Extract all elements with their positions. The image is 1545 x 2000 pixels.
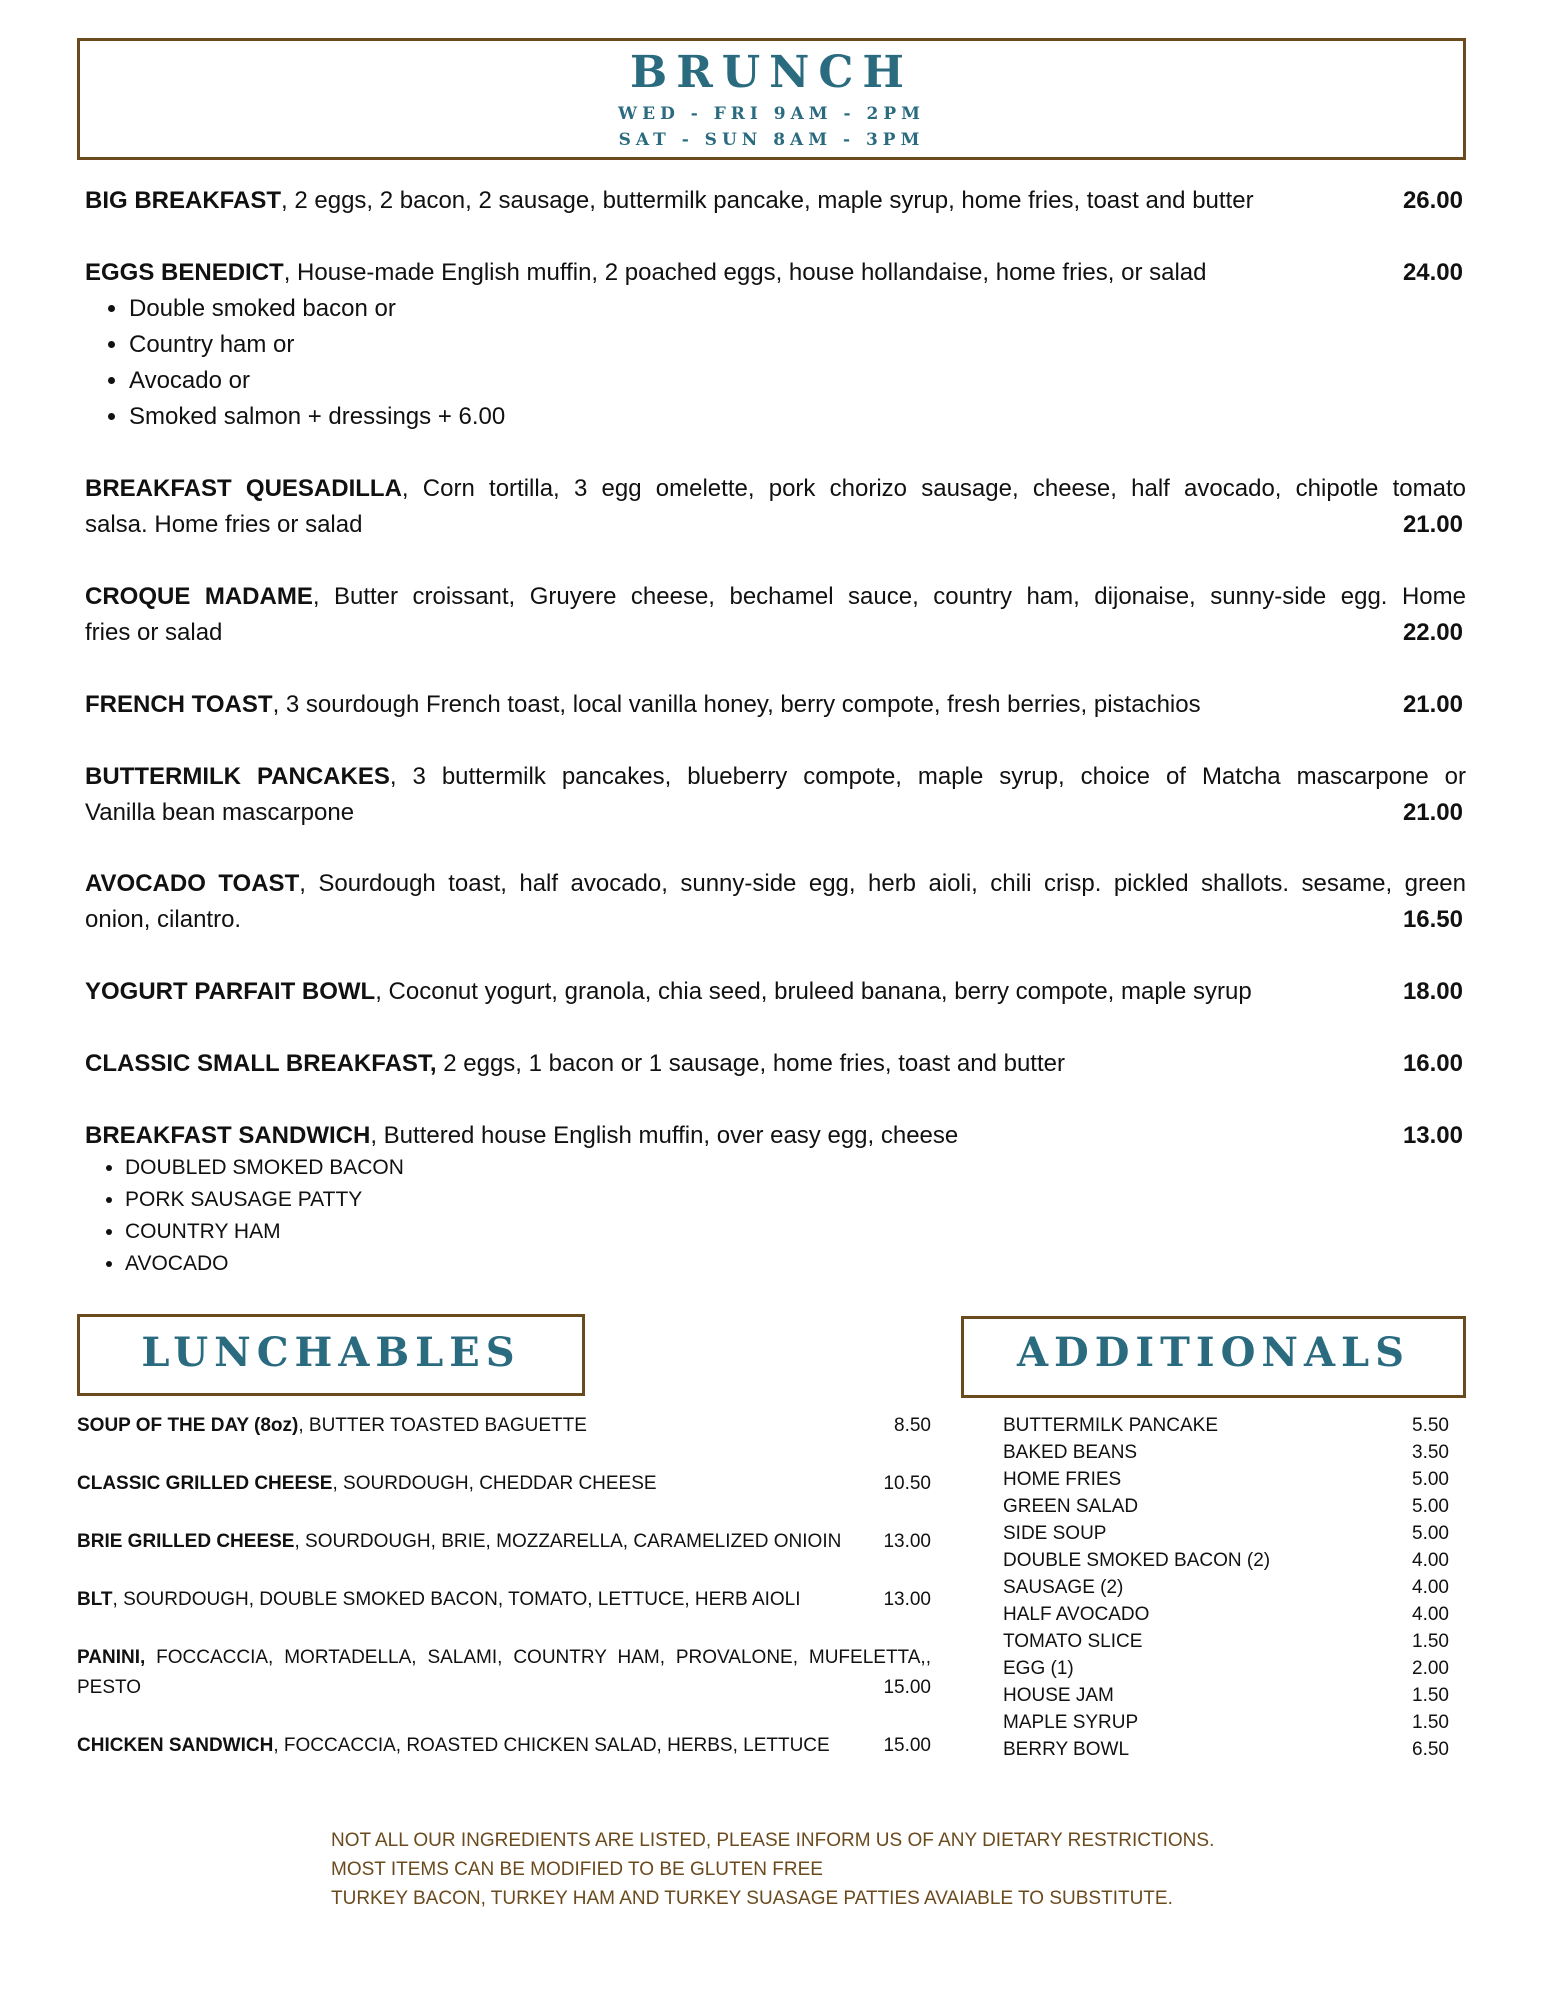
additional-item: BUTTERMILK PANCAKE — [1003, 1415, 1219, 1436]
price-avocado-toast: 16.50 — [1402, 906, 1463, 933]
list-item: • Smoked salmon + dressings + 6.00 — [129, 399, 505, 435]
menu-item-breakfast-sandwich: BREAKFAST SANDWICH, Buttered house English muffin, over easy egg, cheese — [85, 1122, 959, 1149]
list-item: • DOUBLED SMOKED BACON — [125, 1152, 404, 1184]
hours-weekend: SAT - SUN 8AM - 3PM — [618, 130, 925, 150]
eggs-benedict-options — [85, 291, 505, 435]
lunch-price-soup: 8.50 — [894, 1415, 931, 1436]
additional-price: 4.00 — [1412, 1550, 1449, 1571]
price-eggs-benedict: 24.00 — [1402, 259, 1463, 286]
additionals-title: ADDITIONALS — [1016, 1329, 1411, 1376]
gluten-free-note: MOST ITEMS CAN BE MODIFIED TO BE GLUTEN FREE — [331, 1859, 823, 1880]
price-breakfast-sandwich: 13.00 — [1402, 1122, 1463, 1149]
menu-item-buttermilk-pancakes: BUTTERMILK PANCAKES, 3 buttermilk pancakes, blueberry compote, maple syrup, choice of Matcha mascarpone or — [85, 763, 1467, 790]
lunch-item-blt: BLT, SOURDOUGH, DOUBLE SMOKED BACON, TOMATO, LETTUCE, HERB AIOLI — [77, 1589, 801, 1610]
additional-item: EGG (1) — [1003, 1658, 1074, 1679]
additional-price: 2.00 — [1412, 1658, 1449, 1679]
lunch-price-brie-grilled-cheese: 13.00 — [883, 1531, 931, 1552]
brunch-header-box — [77, 38, 1466, 160]
lunch-price-classic-grilled-cheese: 10.50 — [883, 1473, 931, 1494]
price-breakfast-quesadilla: 21.00 — [1402, 511, 1463, 538]
menu-item-buttermilk-pancakes-line2: Vanilla bean mascarpone — [85, 799, 355, 826]
menu-item-avocado-toast: AVOCADO TOAST, Sourdough toast, half avocado, sunny-side egg, herb aioli, chili crisp. pickled shallots. sesame, green — [85, 870, 1466, 897]
list-item: • PORK SAUSAGE PATTY — [125, 1184, 404, 1216]
lunch-price-panini: 15.00 — [883, 1677, 931, 1698]
list-item: • AVOCADO — [125, 1248, 404, 1280]
breakfast-sandwich-options — [85, 1152, 404, 1280]
additional-price: 5.00 — [1412, 1523, 1449, 1544]
additional-item: GREEN SALAD — [1003, 1496, 1139, 1517]
menu-item-breakfast-quesadilla: BREAKFAST QUESADILLA, Corn tortilla, 3 egg omelette, pork chorizo sausage, cheese, half avocado, chipotle tomato — [85, 475, 1466, 502]
additional-price: 1.50 — [1412, 1685, 1449, 1706]
lunch-item-classic-grilled-cheese: CLASSIC GRILLED CHEESE, SOURDOUGH, CHEDDAR CHEESE — [77, 1473, 657, 1494]
additional-price: 3.50 — [1412, 1442, 1449, 1463]
lunch-price-blt: 13.00 — [883, 1589, 931, 1610]
additionals-header-box — [961, 1316, 1466, 1398]
additional-item: SAUSAGE (2) — [1003, 1577, 1124, 1598]
price-classic-small-breakfast: 16.00 — [1402, 1050, 1463, 1077]
additional-item: DOUBLE SMOKED BACON (2) — [1003, 1550, 1271, 1571]
menu-item-yogurt-parfait-bowl: YOGURT PARFAIT BOWL, Coconut yogurt, granola, chia seed, bruleed banana, berry compote, maple syrup — [85, 978, 1252, 1005]
lunchables-header-box — [77, 1314, 585, 1396]
additional-price: 1.50 — [1412, 1712, 1449, 1733]
additional-item: HALF AVOCADO — [1003, 1604, 1150, 1625]
menu-item-croque-madame: CROQUE MADAME, Butter croissant, Gruyere cheese, bechamel sauce, country ham, dijonaise, sunny-side egg. Home — [85, 583, 1466, 610]
list-item: • COUNTRY HAM — [125, 1216, 404, 1248]
brunch-title: BRUNCH — [630, 47, 913, 98]
substitution-note: TURKEY BACON, TURKEY HAM AND TURKEY SUASAGE PATTIES AVAIABLE TO SUBSTITUTE. — [331, 1888, 1173, 1909]
lunch-item-panini: PANINI, FOCCACCIA, MORTADELLA, SALAMI, COUNTRY HAM, PROVALONE, MUFELETTA,, — [77, 1647, 931, 1668]
additional-item: HOUSE JAM — [1003, 1685, 1114, 1706]
dietary-note: NOT ALL OUR INGREDIENTS ARE LISTED, PLEASE INFORM US OF ANY DIETARY RESTRICTIONS. — [331, 1830, 1215, 1851]
additional-price: 4.00 — [1412, 1604, 1449, 1625]
list-item: • Avocado or — [129, 363, 505, 399]
lunch-item-chicken-sandwich: CHICKEN SANDWICH, FOCCACCIA, ROASTED CHICKEN SALAD, HERBS, LETTUCE — [77, 1735, 830, 1756]
menu-item-eggs-benedict: EGGS BENEDICT, House-made English muffin, 2 poached eggs, house hollandaise, home fries, or salad — [85, 259, 1207, 286]
price-buttermilk-pancakes: 21.00 — [1402, 799, 1463, 826]
lunch-price-chicken-sandwich: 15.00 — [883, 1735, 931, 1756]
menu-item-french-toast: FRENCH TOAST, 3 sourdough French toast, local vanilla honey, berry compote, fresh berries, pistachios — [85, 691, 1201, 718]
additional-price: 1.50 — [1412, 1631, 1449, 1652]
hours-weekday: WED - FRI 9AM - 2PM — [618, 104, 925, 124]
additional-price: 4.00 — [1412, 1577, 1449, 1598]
additional-item: BERRY BOWL — [1003, 1739, 1130, 1760]
lunch-item-soup: SOUP OF THE DAY (8oz), BUTTER TOASTED BAGUETTE — [77, 1415, 587, 1436]
additional-price: 5.50 — [1412, 1415, 1449, 1436]
menu-item-classic-small-breakfast: CLASSIC SMALL BREAKFAST, 2 eggs, 1 bacon or 1 sausage, home fries, toast and butter — [85, 1050, 1065, 1077]
additional-item: SIDE SOUP — [1003, 1523, 1107, 1544]
price-french-toast: 21.00 — [1402, 691, 1463, 718]
additional-price: 5.00 — [1412, 1496, 1449, 1517]
additional-price: 6.50 — [1412, 1739, 1449, 1760]
additional-price: 5.00 — [1412, 1469, 1449, 1490]
menu-item-avocado-toast-line2: onion, cilantro. — [85, 906, 242, 933]
additional-item: BAKED BEANS — [1003, 1442, 1138, 1463]
lunchables-title: LUNCHABLES — [141, 1329, 521, 1376]
list-item: • Country ham or — [129, 327, 505, 363]
menu-item-big-breakfast: BIG BREAKFAST, 2 eggs, 2 bacon, 2 sausage, buttermilk pancake, maple syrup, home fries, toast and butter — [85, 187, 1254, 214]
lunch-item-panini-line2: PESTO — [77, 1677, 142, 1698]
additional-item: HOME FRIES — [1003, 1469, 1122, 1490]
menu-item-croque-madame-line2: fries or salad — [85, 619, 223, 646]
price-yogurt-parfait-bowl: 18.00 — [1402, 978, 1463, 1005]
price-big-breakfast: 26.00 — [1402, 187, 1463, 214]
list-item: • Double smoked bacon or — [129, 291, 505, 327]
menu-item-breakfast-quesadilla-line2: salsa. Home fries or salad — [85, 511, 363, 538]
additional-item: MAPLE SYRUP — [1003, 1712, 1139, 1733]
additional-item: TOMATO SLICE — [1003, 1631, 1143, 1652]
lunch-item-brie-grilled-cheese: BRIE GRILLED CHEESE, SOURDOUGH, BRIE, MOZZARELLA, CARAMELIZED ONIOIN — [77, 1531, 842, 1552]
price-croque-madame: 22.00 — [1402, 619, 1463, 646]
